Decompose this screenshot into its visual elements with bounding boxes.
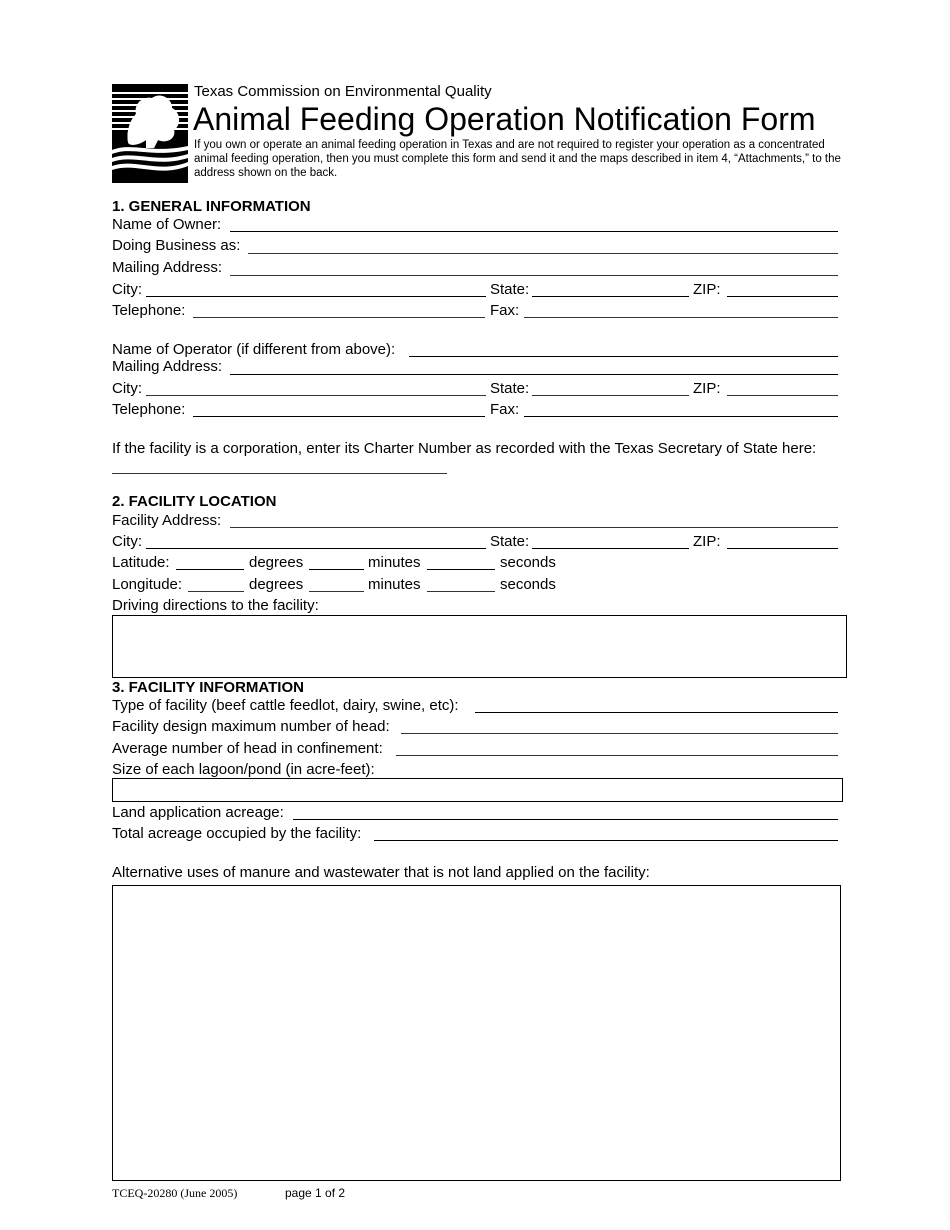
city-field[interactable] xyxy=(146,296,486,297)
total-acreage-label: Total acreage occupied by the facility: xyxy=(112,825,362,842)
operator-state-label: State: xyxy=(490,380,530,397)
facility-city-field[interactable] xyxy=(146,548,486,549)
dba-label: Doing Business as: xyxy=(112,237,241,254)
facility-address-field[interactable] xyxy=(230,527,838,528)
form-id: TCEQ-20280 (June 2005) xyxy=(112,1186,238,1200)
facility-zip-field[interactable] xyxy=(727,548,838,549)
operator-state-field[interactable] xyxy=(532,395,689,396)
intro-text: If you own or operate an animal feeding operation in Texas and are not required to register your operation as a concentrated animal feeding operation, then you must complete this form and send it and the maps described in item 4, “Attachments,” to the address shown on the back. xyxy=(194,139,841,179)
longitude-minutes-label: minutes xyxy=(368,576,421,593)
land-application-field[interactable] xyxy=(293,819,838,820)
section-3-heading: 3. FACILITY INFORMATION xyxy=(112,679,304,696)
lagoon-size-box[interactable] xyxy=(112,778,843,802)
fax-label: Fax: xyxy=(490,302,520,319)
owner-name-field[interactable] xyxy=(230,231,838,232)
lagoon-size-label: Size of each lagoon/pond (in acre-feet): xyxy=(112,761,375,778)
telephone-field[interactable] xyxy=(193,317,485,318)
latitude-degrees-field[interactable] xyxy=(176,569,244,570)
facility-state-label: State: xyxy=(490,533,530,550)
operator-fax-label: Fax: xyxy=(490,401,520,418)
latitude-seconds-field[interactable] xyxy=(427,569,495,570)
longitude-minutes-field[interactable] xyxy=(309,591,364,592)
longitude-degrees-label: degrees xyxy=(249,576,304,593)
facility-state-field[interactable] xyxy=(532,548,689,549)
total-acreage-field[interactable] xyxy=(374,840,838,841)
facility-zip-label: ZIP: xyxy=(693,533,721,550)
avg-head-label: Average number of head in confinement: xyxy=(112,740,383,757)
operator-name-label: Name of Operator (if different from above): xyxy=(112,341,396,358)
latitude-minutes-label: minutes xyxy=(368,554,421,571)
fax-field[interactable] xyxy=(524,317,838,318)
mailing-address-field[interactable] xyxy=(230,275,838,276)
max-head-field[interactable] xyxy=(401,733,838,734)
operator-city-field[interactable] xyxy=(146,395,486,396)
form-title: Animal Feeding Operation Notification Form xyxy=(193,101,816,137)
dba-field[interactable] xyxy=(248,253,838,254)
operator-fax-field[interactable] xyxy=(524,416,838,417)
longitude-label: Longitude: xyxy=(112,576,183,593)
longitude-seconds-label: seconds xyxy=(500,576,556,593)
alternative-uses-label: Alternative uses of manure and wastewater that is not land applied on the facility: xyxy=(112,864,650,881)
facility-type-label: Type of facility (beef cattle feedlot, dairy, swine, etc): xyxy=(112,697,459,714)
operator-city-label: City: xyxy=(112,380,142,397)
state-label: State: xyxy=(490,281,530,298)
zip-field[interactable] xyxy=(727,296,838,297)
telephone-label: Telephone: xyxy=(112,302,186,319)
section-1-heading: 1. GENERAL INFORMATION xyxy=(112,198,311,215)
facility-city-label: City: xyxy=(112,533,142,550)
latitude-label: Latitude: xyxy=(112,554,170,571)
operator-mailing-label: Mailing Address: xyxy=(112,358,223,375)
owner-name-label: Name of Owner: xyxy=(112,216,222,233)
operator-mailing-field[interactable] xyxy=(230,374,838,375)
charter-number-field[interactable] xyxy=(112,473,447,474)
agency-name: Texas Commission on Environmental Quality xyxy=(194,83,492,100)
driving-directions-label: Driving directions to the facility: xyxy=(112,597,319,614)
land-application-label: Land application acreage: xyxy=(112,804,284,821)
page-number: page 1 of 2 xyxy=(285,1186,346,1200)
facility-type-field[interactable] xyxy=(475,712,838,713)
state-field[interactable] xyxy=(532,296,689,297)
max-head-label: Facility design maximum number of head: xyxy=(112,718,390,735)
longitude-seconds-field[interactable] xyxy=(427,591,495,592)
operator-telephone-field[interactable] xyxy=(193,416,485,417)
avg-head-field[interactable] xyxy=(396,755,838,756)
operator-telephone-label: Telephone: xyxy=(112,401,186,418)
operator-zip-field[interactable] xyxy=(727,395,838,396)
latitude-minutes-field[interactable] xyxy=(309,569,364,570)
mailing-address-label: Mailing Address: xyxy=(112,259,223,276)
longitude-degrees-field[interactable] xyxy=(188,591,244,592)
driving-directions-box[interactable] xyxy=(112,615,847,678)
latitude-degrees-label: degrees xyxy=(249,554,304,571)
zip-label: ZIP: xyxy=(693,281,721,298)
section-2-heading: 2. FACILITY LOCATION xyxy=(112,493,277,510)
operator-name-field[interactable] xyxy=(409,356,838,357)
alternative-uses-box[interactable] xyxy=(112,885,841,1181)
charter-number-label: If the facility is a corporation, enter its Charter Number as recorded with the Texas Secretary of State here: xyxy=(112,440,817,457)
city-label: City: xyxy=(112,281,142,298)
latitude-seconds-label: seconds xyxy=(500,554,556,571)
tceq-logo xyxy=(112,84,188,183)
facility-address-label: Facility Address: xyxy=(112,512,222,529)
operator-zip-label: ZIP: xyxy=(693,380,721,397)
